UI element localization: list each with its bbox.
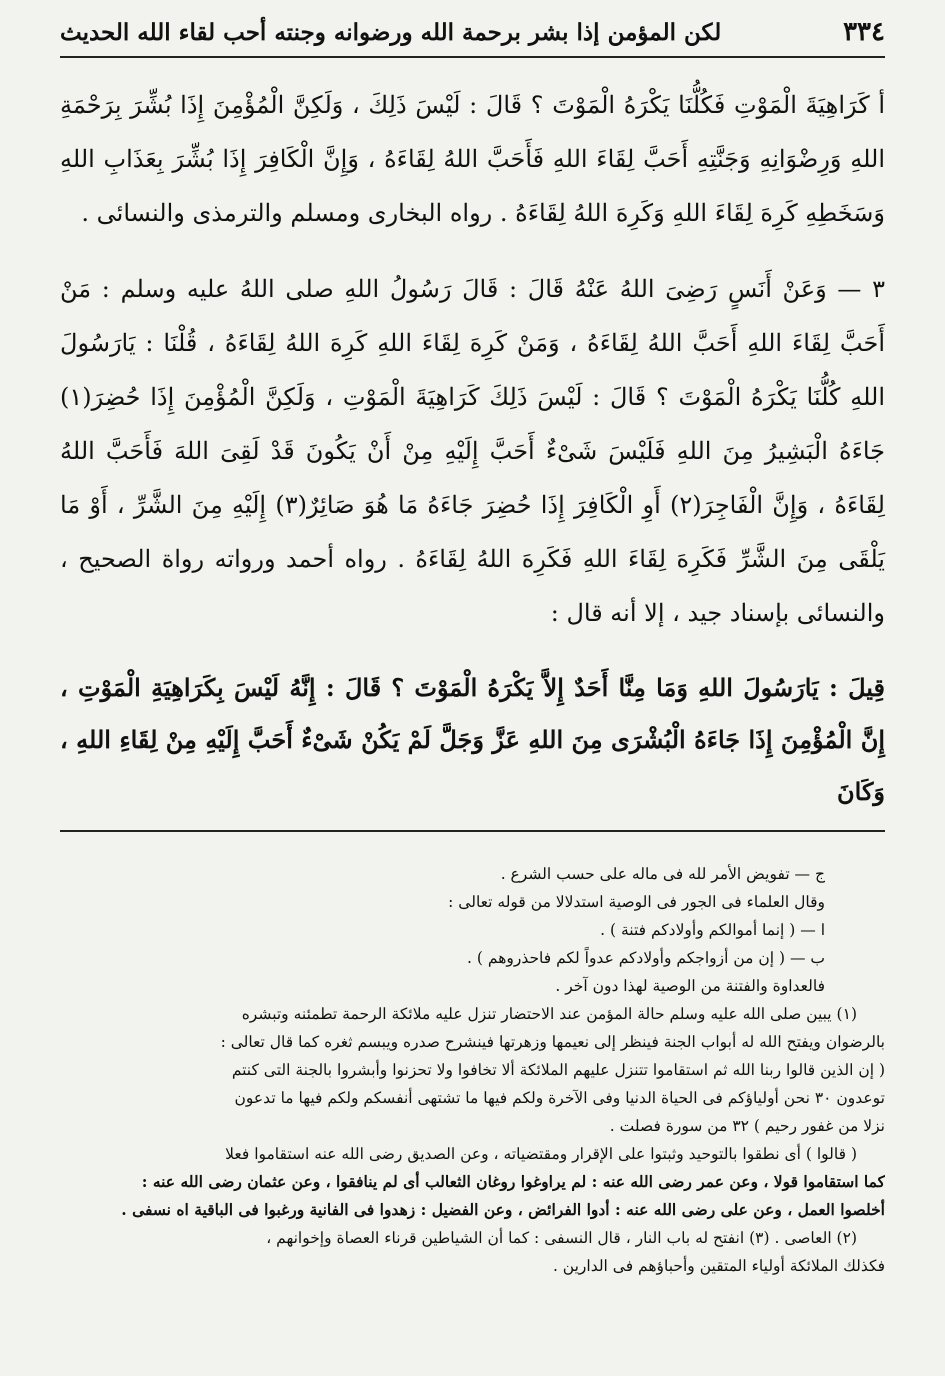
paragraph-3: قِيلَ : يَارَسُولَ اللهِ وَمَا مِنَّا أَحَدٌ إِلاَّ يَكْرَهُ الْمَوْتَ ؟ قَالَ : إِنَّهُ لَيْسَ بِكَرَاهِيَةِ الْمَوْتِ ، إِنَّ الْمُؤْمِنَ إِذَا جَاءَهُ الْبُشْرَى مِنَ اللهِ عَزَّ وَجَلَّ لَمْ يَكُنْ شَىْءٌ أَحَبَّ إِلَيْهِ مِنْ لِقَاءِ اللهِ ، وَكَانَ [60, 673, 886, 806]
footnote-line: فكذلك الملائكة أولياء المتقين وأحباؤهم فى الدارين . [552, 1257, 885, 1275]
footnote-line: وقال العلماء فى الجور فى الوصية استدلالا من قوله تعالى : [448, 893, 825, 911]
footnote-line: ج — تفويض الأمر لله فى ماله على حسب الشرع . [500, 865, 825, 883]
page-header [60, 10, 885, 54]
main-text [60, 78, 885, 840]
footnote-line: (٢) العاصى . (٣) انفتح له باب النار ، قال النسفى : كما أن الشياطين قرناء العصاة وإخوانهم ، [266, 1229, 857, 1247]
page-number: ٣٣٤ [843, 17, 885, 47]
footnote-line: فالعداوة والفتنة من الوصية لهذا دون آخر . [555, 977, 825, 995]
footnote-line: توعدون ٣٠ نحن أولياؤكم فى الحياة الدنيا وفى الآخرة ولكم فيها ما تشتهى أنفسكم ولكم فيها ما تدعون [234, 1089, 885, 1107]
footnote-line: كما استقاموا قولا ، وعن عمر رضى الله عنه : لم يراوغوا روغان الثعالب أى لم ينافقوا ، وعن عثمان رضى الله عنه : [141, 1172, 885, 1191]
running-title: لكن المؤمن إذا بشر برحمة الله ورضوانه وجنته أحب لقاء الله الحديث [60, 18, 722, 46]
footnote-line: أخلصوا العمل ، وعن على رضى الله عنه : أدوا الفرائض ، وعن الفضيل : زهدوا فى الفانية ورغبوا فى الباقية اه نسفى . [121, 1200, 885, 1219]
footnote-line: ( قالوا ) أى نطقوا بالتوحيد وثبتوا على الإقرار ومقتضياته ، وعن الصديق رضى الله عنه استقاموا فعلا [225, 1145, 857, 1163]
paragraph-2-hadith: ٣ — وَعَنْ أَنَسٍ رَضِىَ اللهُ عَنْهُ قَالَ : قَالَ رَسُولُ اللهِ صلى اللهُ عليه وسلم : مَنْ أَحَبَّ لِقَاءَ اللهِ أَحَبَّ اللهُ لِقَاءَهُ ، وَمَنْ كَرِهَ لِقَاءَ اللهِ كَرِهَ اللهُ لِقَاءَهُ ، قُلْنَا : يَارَسُولَ اللهِ كُلُّنَا يَكْرَهُ الْمَوْتَ ؟ قَالَ : لَيْسَ ذَلِكَ كَرَاهِيَةَ الْمَوْتِ ، وَلَكِنَّ الْمُؤْمِنَ إِذَا حُضِرَ(١) جَاءَهُ الْبَشِيرُ مِنَ اللهِ فَلَيْسَ شَىْءٌ أَحَبَّ إِلَيْهِ مِنْ أَنْ يَكُونَ قَدْ لَقِىَ اللهَ فَأَحَبَّ اللهُ لِقَاءَهُ ، وَإِنَّ الْفَاجِرَ(٢) أَوِ الْكَافِرَ إِذَا حُضِرَ جَاءَهُ مَا هُوَ صَائِرٌ(٣) إِلَيْهِ مِنَ الشَّرِّ ، أَوْ مَا يَلْقَى مِنَ الشَّرِّ فَكَرِهَ لِقَاءَ اللهِ فَكَرِهَ اللهُ لِقَاءَهُ . رواه أحمد ورواته رواة الصحيح ، والنسائى بإسناد جيد ، إلا أنه قال : [60, 275, 886, 627]
footnotes [60, 860, 885, 1280]
footnote-rule [60, 830, 885, 832]
footnote-line: نزلا من غفور رحيم ) ٣٢ من سورة فصلت . [609, 1117, 885, 1135]
footnote-line: (١) يبين صلى الله عليه وسلم حالة المؤمن عند الاحتضار تنزل عليه ملائكة الرحمة تطمئنه وتبشره [241, 1005, 857, 1023]
footnote-line: بالرضوان ويفتح الله له أبواب الجنة فينظر إلى نعيمها وزهرتها فينشرح صدره ويبسم ثغره كما قال تعالى : [220, 1033, 885, 1051]
footnote-line: ب — ( إن من أزواجكم وأولادكم عدواً لكم فاحذروهم ) . [467, 949, 825, 967]
paragraph-1: أ كَرَاهِيَةَ الْمَوْتِ فَكُلُّنَا يَكْرَهُ الْمَوْتَ ؟ قَالَ : لَيْسَ ذَلِكَ ، وَلَكِنَّ الْمُؤْمِنَ إِذَا بُشِّرَ بِرَحْمَةِ اللهِ وَرِضْوَانِهِ وَجَنَّتِهِ أَحَبَّ لِقَاءَ اللهِ فَأَحَبَّ اللهُ لِقَاءَهُ ، وَإِنَّ الْكَافِرَ إِذَا بُشِّرَ بِعَذَابِ اللهِ وَسَخَطِهِ كَرِهَ لِقَاءَ اللهِ وَكَرِهَ اللهُ لِقَاءَهُ . رواه البخارى ومسلم والترمذى والنسائى . [60, 91, 885, 227]
header-rule [60, 56, 885, 58]
footnote-line: ( إن الذين قالوا ربنا الله ثم استقاموا تتنزل عليهم الملائكة ألا تخافوا ولا تحزنوا وأبشروا بالجنة التى كنتم [231, 1061, 885, 1079]
footnote-line: ا — ( إنما أموالكم وأولادكم فتنة ) . [600, 921, 825, 939]
